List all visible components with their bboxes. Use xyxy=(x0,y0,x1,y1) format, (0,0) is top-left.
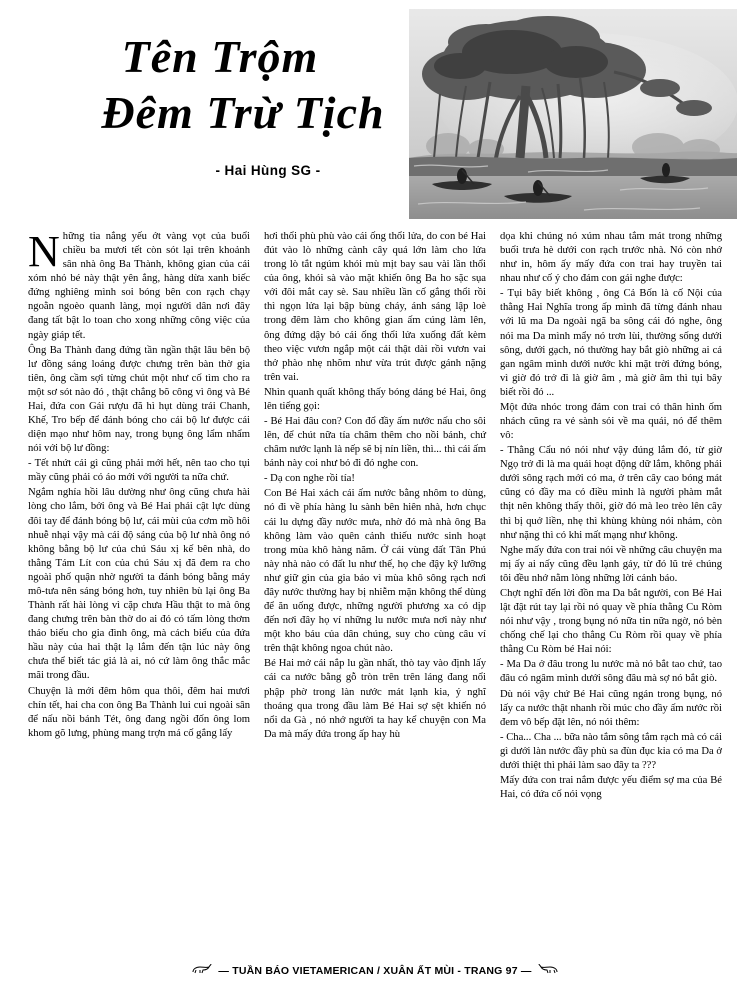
column-1 xyxy=(28,227,250,948)
article-columns xyxy=(28,227,722,948)
banyan-tree-river-landscape-illustration xyxy=(408,8,738,220)
paragraph xyxy=(28,227,250,343)
drop-cap: N xyxy=(28,227,60,276)
goat-icon-left xyxy=(190,963,212,978)
paragraph: Nhìn quanh quất không thấy bóng dáng bé Hai, ông lên tiếng gọi: xyxy=(264,386,486,412)
title-block xyxy=(30,32,410,178)
paragraph: - Thằng Cẩu nó nói như vậy đúng lắm đó, từ giờ Ngọ trở đi là ma quái hoạt động dữ lắm, không phải dưới sông rạch mới có ma, ở trên cây cao bóng mát cũng có đầy ma có điều mình là người phàm mắt thịt nên không thấy thôi, giờ đó mà leo trèo lên cây thì bị quở liền, nhẹ thì khùng khùng nói nhảm, còn như nặng thì có khi mất mạng như không. xyxy=(500,445,722,541)
paragraph: Một đứa nhóc trong đám con trai có thân hình ốm nhách cũng ra vẻ sành sỏi về ma quái, nó để thêm vô: xyxy=(500,401,722,442)
paragraph: - Ma Da ở đâu trong lu nước mà nó bắt tao chứ, tao đâu có ngâm mình dưới sông đâu mà sợ nó bắt giò. xyxy=(500,659,722,685)
page-title-line-1: Tên Trộm xyxy=(121,31,319,82)
paragraph: Dù nói vậy chứ Bé Hai cũng ngán trong bụng, nó lấy ca nước thật nhanh rồi múc cho đầy ấm nước rồi đem vô bếp đặt lên, nó nói thêm: xyxy=(500,688,722,728)
paragraph: hơi thổi phù phù vào cái ống thổi lửa, do con bé Hai đút vào lò những cành cây quá lớn làm cho lửa trong lò tắt ngúm khói mù mịt bay sau vài lần thổi của ông, khói sà vào mặt khiến ông Ba ho sặc sụa với đôi mắt cay sè. Sau nhiều lần cố gắng thổi rồi thì ngọn lửa lại bập bùng cháy, ánh sáng lập loè trong đêm làm cho không gian ấm cúng làm lên, ông đứng dậy bỏ cái ống thổi lửa xuống đất kèm theo việc vươn ngắp một cái thật dài rồi vươn vai thở phào nhẹ nhõm như vừa trút được gánh nặng trên vai. xyxy=(264,231,486,383)
paragraph: Con Bé Hai xách cái ấm nước bằng nhôm to dùng, nó đi về phía hàng lu sành bên hiên nhà, hơn chục cái lu dựng đầy nước mưa, nhờ đó mà nhà ông Ba không làm vào quên cảnh thiếu nước sinh hoạt trong mùa khô hàng năm. Ở cái vùng đất Tân Phú này nhà nào có đất lu như thế, họ che đậy kỹ lưỡng như giữ gìn của gia bảo vì mùa khô sông rạch nơi đây nước thường hay bị nhiễm mặn không thể dùng để ăn uống được, những người phương xa có dịp đến nơi đây họ ví những lu nước mưa nơi này như một kho báu của dân chúng, suy cho cùng câu ví trên thật không ngoa chút nào. xyxy=(264,488,486,655)
paragraph: Chuyện là mới đêm hôm qua thôi, đêm hai mươi chín tết, hai cha con ông Ba Thành lui cui ngoài sân để nấu nồi bánh Tét, ông đang ngồi đốn ông lom khom gõ lưng, phùng mang trợn má cố gắng lấy xyxy=(28,685,250,739)
byline: - Hai Hùng SG - xyxy=(215,163,321,179)
paragraph: - Cha... Cha ... bữa nào tắm sông tắm rạch mà có cái gì dưới làn nước đầy phù sa đùn đục kia có ma Da ở dưới thiệt thì phải làm sao đây ta ??? xyxy=(500,731,722,771)
paragraph-text: hững tia nắng yếu ớt vàng vọt của buổi chiều ba mươi tết còn sót lại trên khoảnh sân nhà ông Ba Thành, không gian của cái xóm nhỏ bé này thật yên ắng, hàng dừa xanh biếc đứng nghiêng mình soi bóng bên con rạch chạy ngoằn ngoèo quanh làng, mọi người dân nơi đây đang tất bật lo toan cho xong những công việc của ngày giáp tết. xyxy=(28,231,250,341)
paragraph: Ngắm nghía hồi lâu dường như ông cũng chưa hài lòng cho lắm, bởi ông và Bé Hai phải cật lực dùng đôi tay để đánh bóng bộ lư, cái mùi của cơm mồ hôi nhuễ nhại vậy mà cái độ sáng của bộ lư nhà ông nó không bằng bộ lư của chú Sáu xị kế bên nhà, do thằng Tám Lít con của chú Sáu xị đã đem ra cho ngoài phố quận nhờ người ta đánh bóng bằng máy mô-tưa nên sáng bóng hơn, tuy nhiên bù lại ông Ba Thành rất hài lòng vì cặp chưa Hầu thật to mà ông đang chưng trên bàn thờ do ai đó có tấm lòng thơm thảo biếu cho gia đình ông, mà cách biểu của đứa hầu này của hai thật lạ lắm đến tận lúc này ông chưa thể biết tác giả là ai, nó cứ làm ông thắc mắc mãi trong đầu. xyxy=(28,487,250,682)
paragraph: - Dạ con nghe rồi tía! xyxy=(264,473,355,485)
page-footer xyxy=(0,963,750,978)
column-2 xyxy=(264,230,486,948)
article-header xyxy=(0,0,750,222)
paragraph: - Tết nhứt cái gì cũng phải mới hết, nên tao cho tụi mầy cũng phải có áo mới với người ta nữa chứ. xyxy=(28,458,250,484)
page-title-line-2: Đêm Trừ Tịch xyxy=(101,86,385,138)
paragraph: - Bé Hai đâu con? Con đổ đầy ấm nước nấu cho sôi lên, để chút nữa tía châm thêm cho nồi bánh, chứ châm nước lạnh là nếp sẽ bị nín liền, thì... thì cái ấm bánh này coi như bỏ đi đó nghe con. xyxy=(264,416,486,470)
paragraph: - Tụi bây biết không , ông Cả Bốn là cố Nội của thằng Hai Nghĩa trong ấp mình đã từng đánh nhau với lũ ma Da ngoài ngã ba sông cái đó nghe, ông nói ma Da mình mẩy nó trơn lùi, thường sống dưới sông, dưới gạch, nó thường hay bắt giò những ai cả gan ngâm mình dưới nước khi mặt trời đứng bóng, vì giờ đó trở đi là giờ âm , mà giờ âm thì tụi bây biết rồi đó ... xyxy=(500,288,722,398)
paragraph: Mấy đứa con trai nắm được yếu điểm sợ ma của Bé Hai, có đứa cố nói vọng xyxy=(500,774,722,801)
paragraph: Nghe mấy đứa con trai nói về những câu chuyện ma mị ấy ai nấy cũng đều lạnh gáy, từ đó lũ trẻ chúng tôi đều nhớ nằm lòng những lời cảnh báo. xyxy=(500,544,722,584)
paragraph: dọa khi chúng nó xúm nhau tắm mát trong những buổi trưa hè dưới con rạch trước nhà. Nó còn nhớ như in, hôm ấy mấy đứa con trai hay truyền tai nhau như cố ý cho đám con gái nghe được: xyxy=(500,231,722,285)
paragraph: Chợt nghĩ đến lời đồn ma Da bắt người, con Bé Hai lật đật rút tay lại rồi nó quay về phía thằng Cu Ròm nói như vậy , trong bụng nó nữa tin nữa ngờ, nó bèn chống chế lại cho thẳng Cu Ròm rồi quay về phía thằng Cu Ròm bé Hai nói: xyxy=(500,587,722,656)
column-3 xyxy=(500,230,722,948)
paragraph: Bé Hai mở cái nắp lu gần nhất, thò tay vào định lấy cái ca nước bằng gỗ tròn trên trên láng đang nổi phập phờ trong làn nước mát lạnh kia, ý nghĩ thoáng qua trong đầu làm Bé Hai sợ sệt khiến nó nổi da Gà , nó nhớ người ta hay kể chuyện con Ma Da mà mấy đứa trong ấp hay hù xyxy=(264,658,486,740)
goat-icon-right xyxy=(538,963,560,978)
footer-text: — TUẦN BÁO VIETAMERICAN / XUÂN ẤT MÙI - TRANG 97 — xyxy=(218,964,532,977)
paragraph: Ông Ba Thành đang đứng tần ngần thật lâu bên bộ lư đồng sáng loáng được chưng trên bàn thờ gia tiên, ông cầm sợi từng chút một như cố tìm cho ra một sơ sót nào đó , thật chẳng bõ công vì ông và Bé Hai, đứa con Gái rượu đã hì hụt dùng trái Chanh, Khế, Tro bếp để đánh bóng cho cái bộ lư được cái diện mạo như hôm nay, trong bụng ông lẩm nhẩm nói với bộ lư đồng: xyxy=(28,344,250,455)
